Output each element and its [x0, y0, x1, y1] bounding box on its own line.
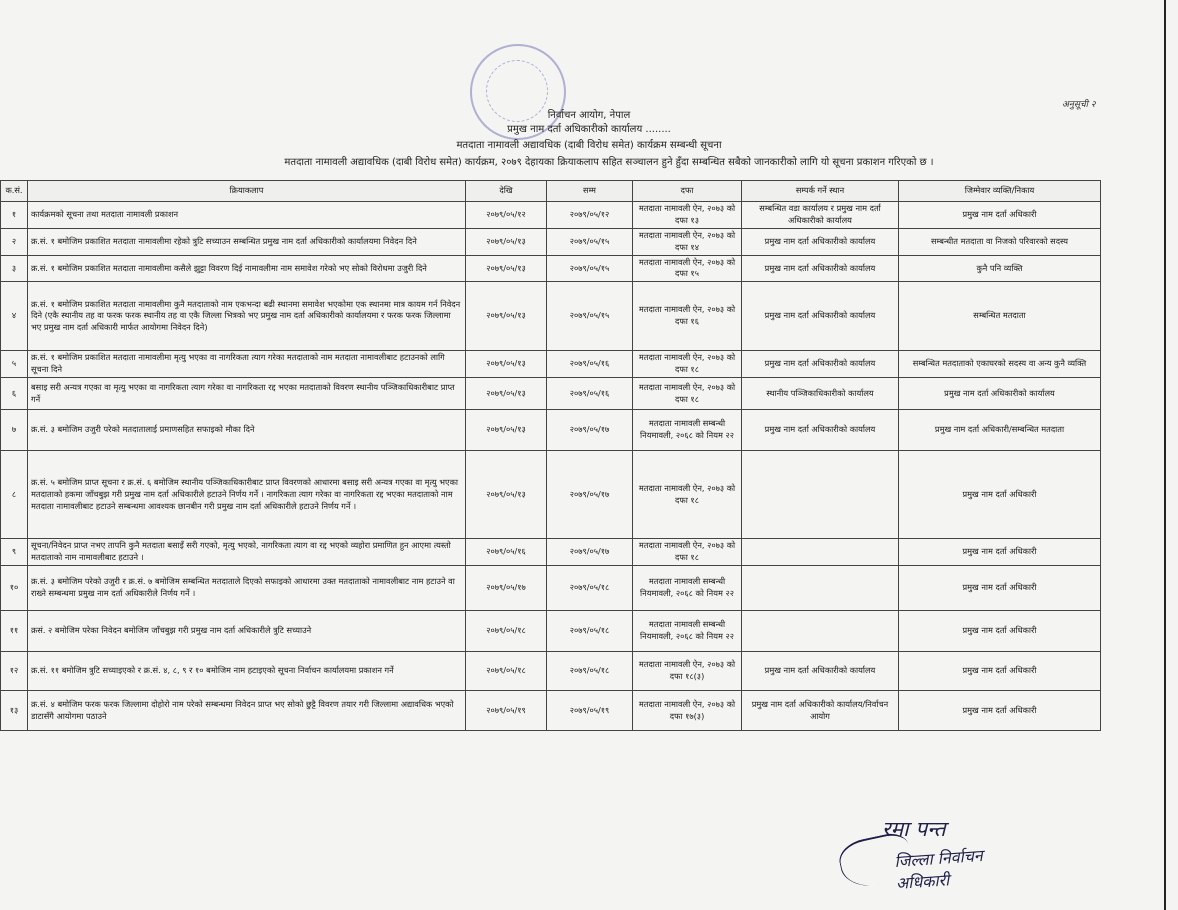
contact-place-cell	[742, 611, 899, 652]
section-cell: मतदाता नामावली ऐन, २०७३ को दफा १८	[633, 378, 742, 410]
col-header-activity: क्रियाकलाप	[28, 181, 466, 202]
table-row	[1, 566, 1101, 611]
col-header-responsible: जिम्मेवार व्यक्ति/निकाय	[899, 181, 1101, 202]
col-header-contact-place: सम्पर्क गर्ने स्थान	[742, 181, 899, 202]
sn-cell: ११	[1, 611, 28, 652]
activity-cell: क्र.सं. ११ बमोजिम त्रुटि सच्याइएको र क्र.सं. ४, ८, ९ र १० बमोजिम नाम हटाइएको सूचना निर्वाचन कार्यालयमा प्रकाशन गर्ने	[28, 652, 466, 691]
section-cell: मतदाता नामावली ऐन, २०७३ को दफा १८	[633, 351, 742, 378]
from-date-cell: २०७९/०५/१८	[466, 652, 547, 691]
contact-place-cell: प्रमुख नाम दर्ता अधिकारीको कार्यालय	[742, 228, 899, 255]
section-cell: मतदाता नामावली ऐन, २०७३ को दफा १४	[633, 228, 742, 255]
table-row	[1, 351, 1101, 378]
to-date-cell: २०७९/०५/१७	[547, 451, 633, 539]
responsible-cell: प्रमुख नाम दर्ता अधिकारी/सम्बन्धित मतदाता	[899, 410, 1101, 451]
to-date-cell: २०७९/०५/१८	[547, 611, 633, 652]
activity-cell: क्र.सं. १ बमोजिम प्रकाशित मतदाता नामावलीमा रहेको त्रुटि सच्याउन सम्बन्धित प्रमुख नाम दर्ता अधिकारीको कार्यालयमा निवेदन दिने	[28, 228, 466, 255]
sn-cell: ८	[1, 451, 28, 539]
table-row	[1, 255, 1101, 282]
to-date-cell: २०७९/०५/१९	[547, 691, 633, 731]
to-date-cell: २०७९/०५/१५	[547, 255, 633, 282]
schedule-table	[0, 180, 1101, 731]
annex-label: अनुसूची २	[1062, 100, 1096, 110]
col-header-sn: क.सं.	[1, 181, 28, 202]
activity-cell: क्र.सं. ४ बमोजिम फरक फरक जिल्लामा दोहोरो नाम परेको सम्बन्धमा निवेदन प्राप्त भए सोको छुट्टै विवरण तयार गरी जिल्लामा अद्यावधिक भएको डाटासँगै आयोगमा पठाउने	[28, 691, 466, 731]
responsible-cell: प्रमुख नाम दर्ता अधिकारी	[899, 539, 1101, 566]
sn-cell: ३	[1, 255, 28, 282]
contact-place-cell: प्रमुख नाम दर्ता अधिकारीको कार्यालय/निर्वाचन आयोग	[742, 691, 899, 731]
to-date-cell: २०७९/०५/१६	[547, 378, 633, 410]
sn-cell: २	[1, 228, 28, 255]
section-cell: मतदाता नामावली ऐन, २०७३ को दफा १६	[633, 282, 742, 351]
contact-place-cell: स्थानीय पञ्जिकाधिकारीको कार्यालय	[742, 378, 899, 410]
to-date-cell: २०७९/०५/१७	[547, 539, 633, 566]
responsible-cell: कुनै पनि व्यक्ति	[899, 255, 1101, 282]
activity-cell: क्र.सं. ३ बमोजिम परेको उजुरी र क्र.सं. ७ बमोजिम सम्बन्धित मतदाताले दिएको सफाइको आधारमा उक्त मतदाताको नामावलीबाट नाम हटाउने वा राख्ने सम्बन्धमा प्रमुख नाम दर्ता अधिकारीले निर्णय गर्ने ।	[28, 566, 466, 611]
col-header-section: दफा	[633, 181, 742, 202]
table-row	[1, 228, 1101, 255]
table-row	[1, 451, 1101, 539]
activity-cell: बसाइ सरी अन्यत्र गएका वा मृत्यु भएका वा नागरिकता त्याग गरेका वा नागरिकता रद्द भएका मतदाताको विवरण स्थानीय पञ्जिकाधिकारीबाट प्राप्त गर्ने	[28, 378, 466, 410]
from-date-cell: २०७९/०५/१३	[466, 351, 547, 378]
section-cell: मतदाता नामावली ऐन, २०७३ को दफा १८	[633, 539, 742, 566]
from-date-cell: २०७९/०५/१९	[466, 691, 547, 731]
from-date-cell: २०७९/०५/१८	[466, 611, 547, 652]
sn-cell: ९	[1, 539, 28, 566]
activity-cell: क्र.सं. ३ बमोजिम उजुरी परेको मतदातालाई प्रमाणसहित सफाइको मौका दिने	[28, 410, 466, 451]
responsible-cell: सम्बन्धीत मतदाता वा निजको परिवारको सदस्य	[899, 228, 1101, 255]
table-row	[1, 410, 1101, 451]
sn-cell: ४	[1, 282, 28, 351]
contact-place-cell: सम्बन्धित वडा कार्यालय र प्रमुख नाम दर्ता अधिकारीको कार्यालय	[742, 202, 899, 229]
activity-cell: सूचना/निवेदन प्राप्त नभए तापनि कुनै मतदाता बसाइँ सरी गएको, मृत्यु भएको, नागरिकता त्याग वा रद्द भएको व्यहोरा प्रमाणित हुन आएमा त्यस्तो मतदाताको नाम नामावलीबाट हटाउने ।	[28, 539, 466, 566]
commission-name: निर्वाचन आयोग, नेपाल	[547, 110, 631, 121]
from-date-cell: २०७९/०५/१६	[466, 539, 547, 566]
table-header-row	[1, 181, 1101, 202]
to-date-cell: २०७९/०५/१६	[547, 351, 633, 378]
activity-cell: क्र.सं. १ बमोजिम प्रकाशित मतदाता नामावलीमा मृत्यु भएका वा नागरिकता त्याग गरेका मतदाताको नाम मतदाता नामावलीबाट हटाउनको लागि सूचना दिने	[28, 351, 466, 378]
to-date-cell: २०७९/०५/१८	[547, 566, 633, 611]
contact-place-cell	[742, 451, 899, 539]
sn-cell: १०	[1, 566, 28, 611]
table-row	[1, 539, 1101, 566]
signature-block	[840, 815, 1040, 895]
contact-place-cell	[742, 539, 899, 566]
activity-cell: क्र.सं. १ बमोजिम प्रकाशित मतदाता नामावलीमा कुनै मतदाताको नाम एकभन्दा बढी स्थानमा समावेश भएकोमा एक स्थानमा मात्र कायम गर्न निवेदन दिने (एकै स्थानीय तह वा फरक फरक स्थानीय तह वा एकै जिल्ला भित्रको भए प्रमुख नाम दर्ता अधिकारीको कार्यालयमा र फरक फरक जिल्लामा भए प्रमुख नाम दर्ता अधिकारी मार्फत आयोगमा निवेदन दिने)	[28, 282, 466, 351]
contact-place-cell: प्रमुख नाम दर्ता अधिकारीको कार्यालय	[742, 255, 899, 282]
col-header-to: सम्म	[547, 181, 633, 202]
from-date-cell: २०७९/०५/१३	[466, 378, 547, 410]
table-row	[1, 652, 1101, 691]
section-cell: मतदाता नामावली सम्बन्धी नियमावली, २०६८ को नियम २२	[633, 611, 742, 652]
contact-place-cell: प्रमुख नाम दर्ता अधिकारीको कार्यालय	[742, 652, 899, 691]
sn-cell: १२	[1, 652, 28, 691]
from-date-cell: २०७९/०५/१३	[466, 228, 547, 255]
to-date-cell: २०७९/०५/१७	[547, 410, 633, 451]
responsible-cell: प्रमुख नाम दर्ता अधिकारी	[899, 611, 1101, 652]
activity-cell: कार्यक्रमको सूचना तथा मतदाता नामावली प्रकाशन	[28, 202, 466, 229]
section-cell: मतदाता नामावली ऐन, २०७३ को दफा १८	[633, 451, 742, 539]
sn-cell: ६	[1, 378, 28, 410]
responsible-cell: प्रमुख नाम दर्ता अधिकारी	[899, 202, 1101, 229]
office-name: प्रमुख नाम दर्ता अधिकारीको कार्यालय ........	[507, 124, 671, 135]
col-header-from: देखि	[466, 181, 547, 202]
responsible-cell: सम्बन्धित मतदाता	[899, 282, 1101, 351]
from-date-cell: २०७९/०५/१७	[466, 566, 547, 611]
responsible-cell: प्रमुख नाम दर्ता अधिकारी	[899, 652, 1101, 691]
from-date-cell: २०७९/०५/१२	[466, 202, 547, 229]
table-row	[1, 691, 1101, 731]
responsible-cell: सम्बन्धित मतदाताको एकाघरको सदस्य वा अन्य कुनै व्यक्ति	[899, 351, 1101, 378]
activity-cell: क्र.सं. १ बमोजिम प्रकाशित मतदाता नामावलीमा कसैले झुट्टा विवरण दिई नामावलीमा नाम समावेश गरेको भए सोको विरोधमा उजुरी दिने	[28, 255, 466, 282]
section-cell: मतदाता नामावली ऐन, २०७३ को दफा १८(३)	[633, 652, 742, 691]
section-cell: मतदाता नामावली ऐन, २०७३ को दफा १७(३)	[633, 691, 742, 731]
table-row	[1, 378, 1101, 410]
signatory-title: जिल्ला निर्वाचन अधिकारी	[893, 845, 984, 894]
table-row	[1, 611, 1101, 652]
section-cell: मतदाता नामावली ऐन, २०७३ को दफा १३	[633, 202, 742, 229]
section-cell: मतदाता नामावली सम्बन्धी नियमावली, २०६८ को नियम २२	[633, 566, 742, 611]
sn-cell: १	[1, 202, 28, 229]
from-date-cell: २०७९/०५/१३	[466, 255, 547, 282]
responsible-cell: प्रमुख नाम दर्ता अधिकारीको कार्यालय	[899, 378, 1101, 410]
contact-place-cell: प्रमुख नाम दर्ता अधिकारीको कार्यालय	[742, 410, 899, 451]
to-date-cell: २०७९/०५/१२	[547, 202, 633, 229]
from-date-cell: २०७९/०५/१३	[466, 410, 547, 451]
activity-cell: क्र.सं. ५ बमोजिम प्राप्त सूचना र क्र.सं. ६ बमोजिम स्थानीय पञ्जिकाधिकारीबाट प्राप्त विवरणको आधारमा बसाइ सरी अन्यत्र गएका वा मृत्यु भएका मतदाताको हकमा जाँचबुझ गरी प्रमुख नाम दर्ता अधिकारीले हटाउने निर्णय गर्ने । नागरिकता त्याग गरेका वा नागरिकता रद्द भएका मतदाताको नाम मतदाता नामावलीबाट हटाउने सम्बन्धमा आवश्यक छानबीन गरी प्रमुख नाम दर्ता अधिकारीले हटाउने निर्णय गर्ने ।	[28, 451, 466, 539]
notice-title: मतदाता नामावली अद्यावधिक (दाबी विरोध समेत) कार्यक्रम सम्बन्धी सूचना	[456, 140, 722, 151]
responsible-cell: प्रमुख नाम दर्ता अधिकारी	[899, 451, 1101, 539]
table-row	[1, 202, 1101, 229]
from-date-cell: २०७९/०५/१३	[466, 451, 547, 539]
from-date-cell: २०७९/०५/१३	[466, 282, 547, 351]
contact-place-cell	[742, 566, 899, 611]
section-cell: मतदाता नामावली ऐन, २०७३ को दफा १५	[633, 255, 742, 282]
sn-cell: १३	[1, 691, 28, 731]
sn-cell: ५	[1, 351, 28, 378]
contact-place-cell: प्रमुख नाम दर्ता अधिकारीको कार्यालय	[742, 282, 899, 351]
responsible-cell: प्रमुख नाम दर्ता अधिकारी	[899, 566, 1101, 611]
to-date-cell: २०७९/०५/१५	[547, 228, 633, 255]
responsible-cell: प्रमुख नाम दर्ता अधिकारी	[899, 691, 1101, 731]
page-edge	[1164, 0, 1166, 910]
to-date-cell: २०७९/०५/१८	[547, 652, 633, 691]
section-cell: मतदाता नामावली सम्बन्धी नियमावली, २०६८ को नियम २२	[633, 410, 742, 451]
notice-intro: मतदाता नामावली अद्यावधिक (दाबी विरोध समेत) कार्यक्रम, २०७९ देहायका क्रियाकलाप सहित सञ्चालन हुने हुँदा सम्बन्धित सबैको जानकारीको लागि यो सूचना प्रकाशन गरिएको छ ।	[284, 157, 934, 168]
signatory-name: रमा पन्त	[882, 817, 946, 841]
activity-cell: क्रसं. २ बमोजिम परेका निवेदन बमोजिम जाँचबुझ गरी प्रमुख नाम दर्ता अधिकारीले त्रुटि सच्याउने	[28, 611, 466, 652]
table-row	[1, 282, 1101, 351]
to-date-cell: २०७९/०५/१५	[547, 282, 633, 351]
contact-place-cell: प्रमुख नाम दर्ता अधिकारीको कार्यालय	[742, 351, 899, 378]
sn-cell: ७	[1, 410, 28, 451]
